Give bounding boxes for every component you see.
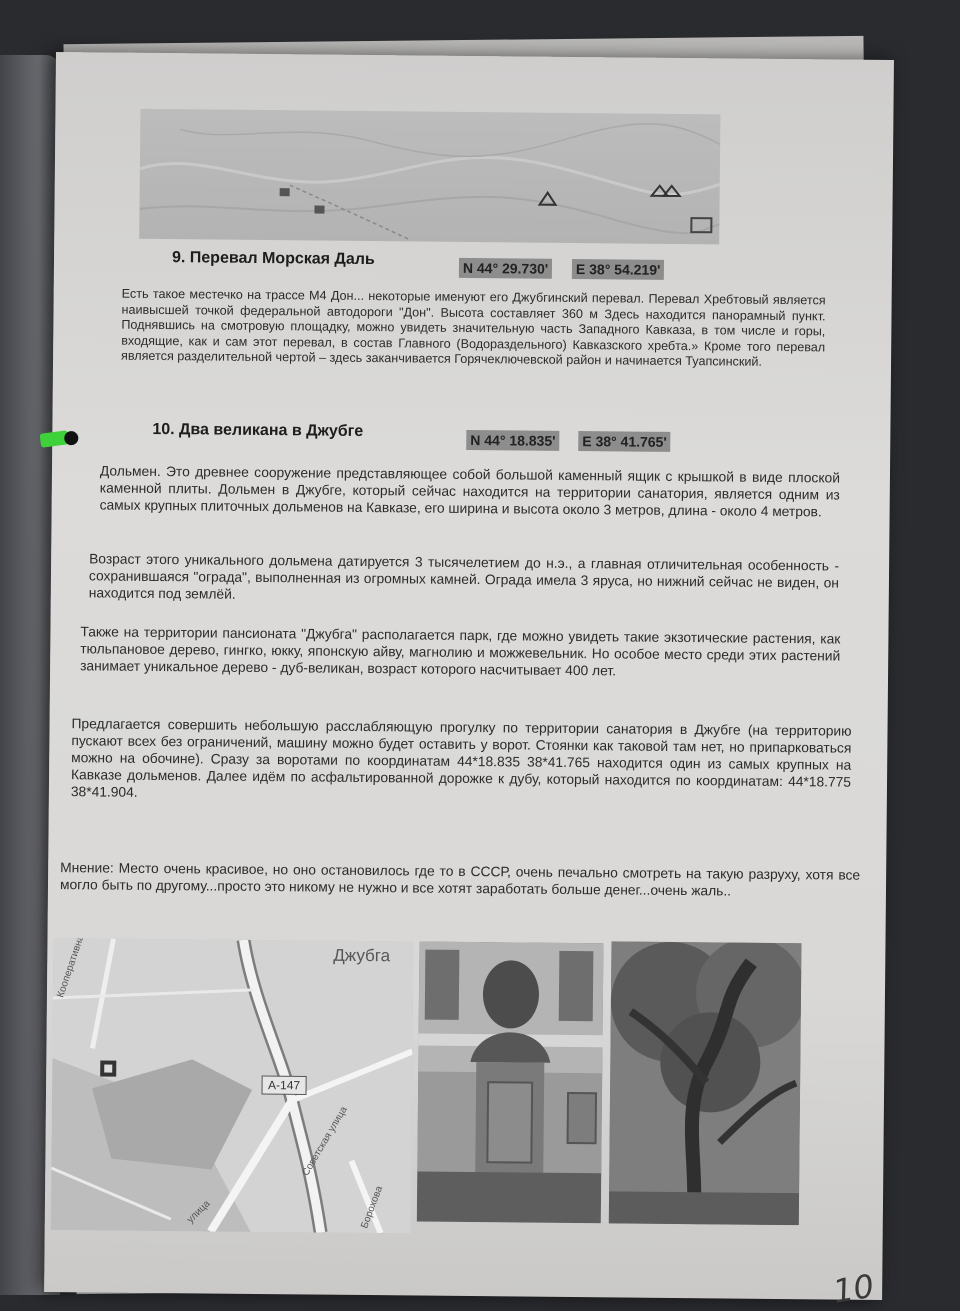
street-map-image <box>51 938 414 1233</box>
street-label-ulitsa: улица <box>185 1198 213 1226</box>
relief-map-drawing <box>139 109 720 245</box>
oak-tree-drawing <box>609 941 802 1225</box>
section-10-title: 10. Два великана в Джубге <box>152 420 364 440</box>
paragraph-dolmen-age: Возраст этого уникального дольмена датируется 3 тысячелетием до н.э., а главная отличительная особенность - сохранившаяся "ограда", выполненная из огромных камней. Ограда имела 3 яруса, но нижний сейчас не виден, он находится под землёй. <box>88 551 840 602</box>
paragraph-walk: Предлагается совершить небольшую расслабляющую прогулку по территории санатория в Джубге (на территорию пускают всех без ограничений, машину можно будет оставить у ворот. Стоянки как таковой там нет, но припарковаться можно на обочине). Сразу за воротами по координатам 44*18.835 38*41.765 находится один из самых крупных на Кавказе дольменов. Далее идём по асфальтированной дорожке к дубу, который находится по координатам: 44*18.775 38*41.904. <box>70 716 852 800</box>
section-9-coord-n: N 44° 29.730' <box>459 258 552 279</box>
street-label-borokhova: Бороховa <box>359 1184 386 1231</box>
street-label-sovetskaya: Советская улица <box>300 1104 350 1178</box>
section-9-coord-e: E 38° 54.219' <box>572 259 665 280</box>
section-10-coord-n: N 44° 18.835' <box>466 430 559 451</box>
relief-map-image <box>139 109 720 245</box>
document-page <box>44 52 894 1311</box>
page-number: 10 <box>830 1266 878 1311</box>
section-9-title: 9. Перевал Морская Даль <box>171 249 375 269</box>
oak-tree-photo <box>609 941 802 1225</box>
street-map-drawing <box>51 938 414 1233</box>
punch-hole <box>64 431 78 445</box>
section-9-text: Есть такое местечко на трассе М4 Дон... некоторые именуют его Джубгинский перевал. Перевал Хребтовый является наивысшей точкой федеральной автодороги "Дон". Высота составляет 360 м Здесь находится панорамный пункт. Поднявшись на смотровую площадку, можно увидеть значительную часть Западного Кавказа, в том числе и горы, входящие, как и сам этот перевал, в состав Главного (Водораздельного) Кавказского хребта.» Кроме того перевал является разделительной чертой – здесь заканчивается Горячеключевской район и начинается Туапсинский. <box>121 286 826 369</box>
road-label: А-147 <box>268 1078 301 1093</box>
paragraph-park: Также на территории пансионата "Джубга" располагается парк, где можно увидеть такие экзотические растения, как тюльпановое дерево, гингко, юкку, японскую айву, магнолию и можжевельник. Но особое место среди этих растений занимает уникальное дерево - дуб-великан, возраст которого насчитывает 400 лет. <box>80 624 841 679</box>
bust-monument-photo <box>417 942 604 1224</box>
paragraph-dolmen: Дольмен. Это древнее сооружение представляющее собой большой каменный ящик с крышкой в виде плоской каменной плиты. Дольмен в Джубге, который сейчас находится на территории санатория, является одним из самых крупных плиточных дольменов на Кавказе, его ширина и высота около 3 метров, длина - около 4 метров. <box>99 463 841 520</box>
bust-monument-drawing <box>417 942 604 1224</box>
town-label: Джубга <box>333 945 391 966</box>
paragraph-opinion: Мнение: Место очень красивое, но оно остановилось где то в СССР, очень печально смотреть на такую разруху, хотя все могло быть по другому...просто это никому не нужно и все хотят заработать больше денег...очень жаль.. <box>59 860 861 899</box>
section-10-coord-e: E 38° 41.765' <box>578 431 671 452</box>
